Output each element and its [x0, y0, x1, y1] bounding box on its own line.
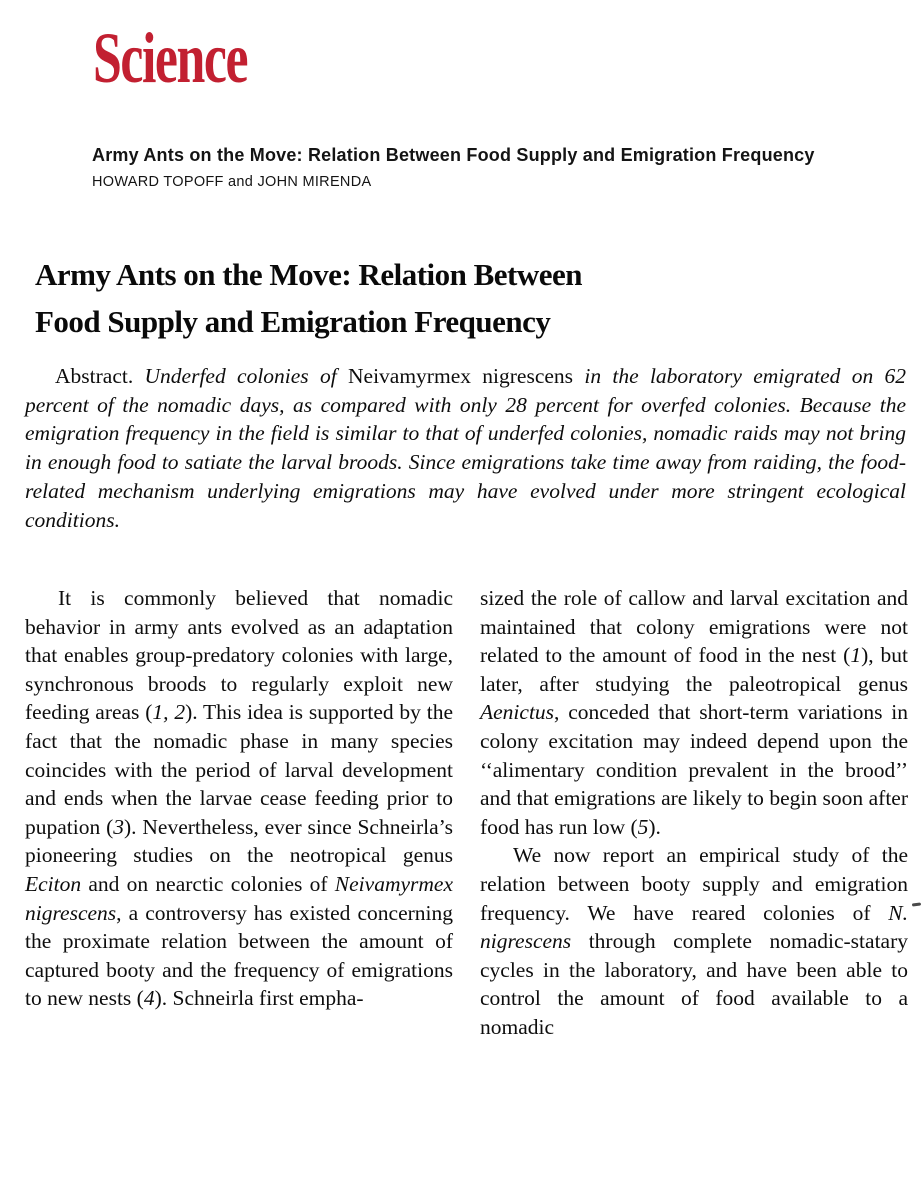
text-segment: through complete nomadic-statary cycles in the laboratory, and have been able to control the amount of food available to a nomadic	[480, 929, 908, 1039]
italic-text-segment: Underfed colonies of	[144, 364, 348, 388]
text-segment: sized the role of callow and larval excitation and maintained that colony emigrations were not related to the amount of food in the nest (	[480, 586, 908, 668]
text-segment: ), but later, after studying the paleotropical genus	[480, 643, 908, 696]
contents-article-title: Army Ants on the Move: Relation Between Food Supply and Emigration Frequency	[92, 145, 815, 165]
text-segment: It is commonly believed that nomadic behavior in army ants evolved as an adaptation that enables group-predatory colonies with large, synchronous broods to regularly exploit new feeding areas (	[25, 586, 453, 725]
text-segment: , a controversy has existed concerning the proximate relation between the amount of captured booty and the frequency of emigrations to new nests (	[25, 900, 453, 1011]
contents-authors: HOWARD TOPOFF and JOHN MIRENDA	[92, 174, 372, 190]
body-columns	[25, 584, 908, 1042]
body-paragraph-2	[480, 841, 908, 1041]
article-title-line2: Food Supply and Emigration Frequency	[35, 304, 551, 339]
italic-text-segment: Eciton	[25, 871, 82, 896]
text-segment: Abstract.	[55, 364, 145, 388]
body-paragraph-1	[25, 584, 453, 1013]
italic-text-segment: 1	[850, 643, 862, 668]
text-segment: and on nearctic colonies of	[81, 871, 335, 896]
body-paragraph-1-continued	[480, 584, 908, 841]
italic-text-segment: 5	[637, 814, 649, 839]
italic-text-segment: Aenictus	[480, 700, 555, 725]
column-left	[25, 584, 453, 1042]
italic-text-segment: 3	[113, 814, 124, 839]
italic-text-segment: 1, 2	[152, 700, 186, 725]
italic-text-segment: Neivamyrmex nigrescens	[25, 871, 453, 925]
text-segment: ). Schneirla first empha-	[154, 986, 364, 1011]
science-logo: Science	[93, 18, 248, 98]
text-segment: ). Nevertheless, ever since Schneirla’s pioneering studies on the neotropical genus	[25, 814, 454, 868]
italic-text-segment: 4	[143, 986, 155, 1011]
abstract-paragraph	[25, 362, 906, 534]
column-right	[480, 584, 908, 1042]
text-segment: Neivamyrmex nigrescens	[348, 364, 574, 388]
text-segment: ). This idea is supported by the fact that the nomadic phase in many species coincides with the period of larval development and ends when the larvae cease feeding prior to pupation (	[25, 700, 454, 839]
text-segment: , conceded that short-term variations in colony excitation may indeed depend upon the ‘‘alimentary condition prevalent in the brood’’ and that emigrations are likely to begin soon after food has run low (	[480, 700, 908, 839]
italic-text-segment: N. nigrescens	[480, 900, 908, 954]
scan-artifact-tick	[912, 902, 921, 906]
contents-header	[92, 145, 892, 190]
italic-text-segment: in the laboratory emigrated on 62 percent of the nomadic days, as compared with only 28 percent for overfed colonies. Because the emigration frequency in the field is similar to that of underfed colonies, nomadic raids may not bring in enough food to satiate the larval broods. Since emigrations take time away from raiding, the food-related mechanism underlying emigrations may have evolved under more stringent ecological conditions.	[25, 364, 907, 532]
article-title-line1: Army Ants on the Move: Relation Between	[35, 257, 583, 292]
article-title	[35, 251, 582, 345]
text-segment: We now report an empirical study of the relation between booty supply and emigration frequency. We have reared colonies of	[480, 843, 908, 925]
text-segment: ).	[648, 814, 661, 839]
